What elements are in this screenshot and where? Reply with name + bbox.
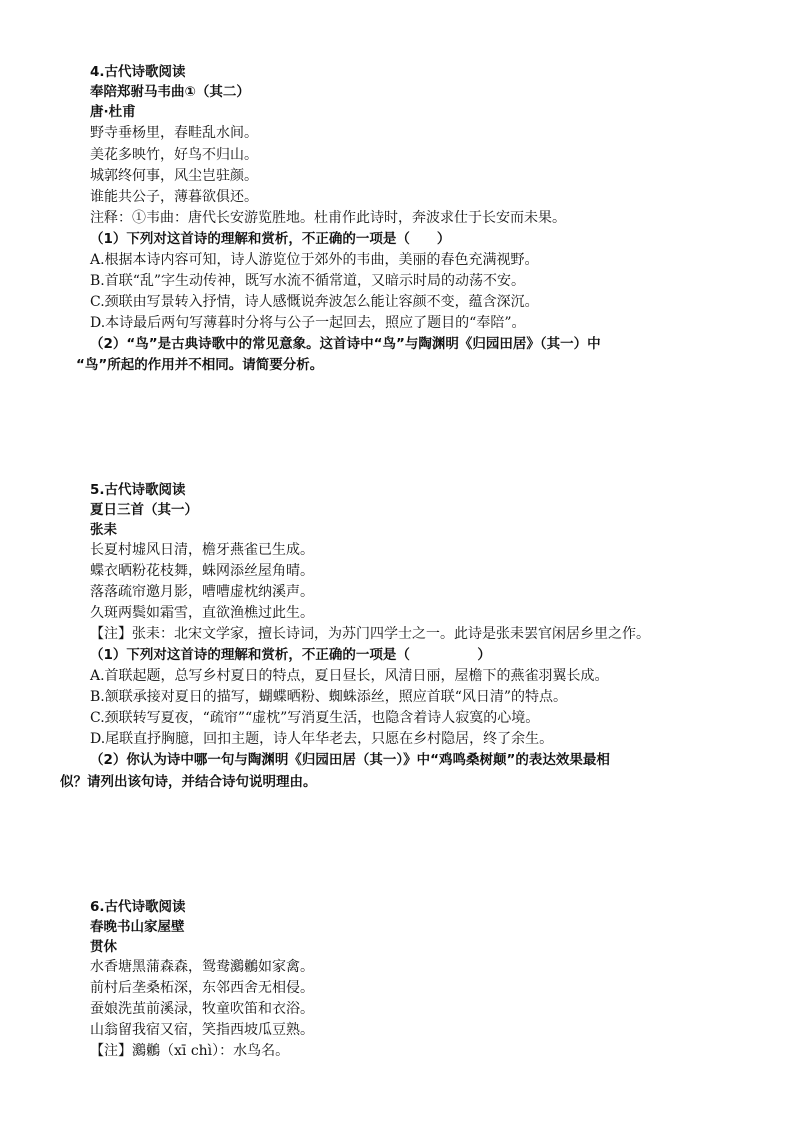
q5-option-d: D.尾联直抒胸臆，回扣主题，诗人年华老去，只愿在乡村隐居，终了余生。 — [90, 731, 554, 747]
q6-poem-line: 前村后垄桑柘深，东邻西舍无相侵。 — [90, 980, 314, 996]
q5-option-b: B.颔联承接对夏日的描写，蝴蝶晒粉、蜘蛛添丝，照应首联“风日清”的特点。 — [90, 689, 568, 705]
q4-note: 注释：①韦曲：唐代长安游览胜地。杜甫作此诗时，奔波求仕于长安而未果。 — [90, 210, 566, 226]
q6-poem-title: 春晚书山家屋壁 — [90, 919, 185, 935]
q5-subquestion-2-cont: 似？请列出该句诗，并结合诗句说明理由。 — [60, 774, 317, 790]
q6-poem-line: 蚕娘洗茧前溪渌，牧童吹笛和衣浴。 — [90, 1001, 314, 1017]
q4-subquestion-1: （1）下列对这首诗的理解和赏析，不正确的一项是（ ） — [90, 231, 451, 247]
q4-author: 唐·杜甫 — [90, 104, 136, 120]
q5-subquestion-1: （1）下列对这首诗的理解和赏析，不正确的一项是（ ） — [90, 647, 491, 663]
q6-author: 贯休 — [90, 939, 117, 955]
q4-option-d: D.本诗最后两句写薄暮时分将与公子一起回去，照应了题目的“奉陪”。 — [90, 315, 526, 331]
q4-subquestion-2-cont: “鸟”所起的作用并不相同。请简要分析。 — [76, 357, 324, 373]
q6-poem-line: 山翁留我宿又宿，笑指西坡瓜豆熟。 — [90, 1022, 314, 1038]
q5-poem-line: 落落疏帘邀月影，嘈嘈虚枕纳溪声。 — [90, 584, 314, 600]
q4-poem-line: 谁能共公子，薄暮欲俱还。 — [90, 189, 258, 205]
q6-poem-line: 水香塘黑蒲森森，鸳鸯鸂鶒如家禽。 — [90, 959, 314, 975]
q4-poem-title: 奉陪郑驸马韦曲①（其二） — [90, 84, 250, 100]
q5-author: 张耒 — [90, 522, 117, 538]
q6-note: 【注】鸂鶒（xī chì）：水鸟名。 — [90, 1043, 290, 1059]
q4-subquestion-2: （2）“鸟”是古典诗歌中的常见意象。这首诗中“鸟”与陶渊明《归园田居》（其一）中 — [90, 336, 601, 352]
q4-option-b: B.首联“乱”字生动传神，既写水流不循常道，又暗示时局的动荡不安。 — [90, 273, 526, 289]
q4-poem-line: 美花多映竹，好鸟不归山。 — [90, 147, 258, 163]
q6-heading: 6.古代诗歌阅读 — [90, 899, 186, 915]
q4-heading: 4.古代诗歌阅读 — [90, 64, 186, 80]
q4-poem-line: 野寺垂杨里，春畦乱水间。 — [90, 125, 258, 141]
q4-poem-line: 城郭终何事，风尘岂驻颜。 — [90, 168, 258, 184]
q5-poem-line: 长夏村墟风日清，檐牙燕雀已生成。 — [90, 542, 314, 558]
q5-subquestion-2: （2）你认为诗中哪一句与陶渊明《归园田居（其一）》中“鸡鸣桑树颠”的表达效果最相 — [90, 752, 610, 768]
q5-poem-title: 夏日三首（其一） — [90, 502, 198, 518]
q5-poem-line: 蝶衣晒粉花枝舞，蛛网添丝屋角晴。 — [90, 563, 314, 579]
q5-option-c: C.颈联转写夏夜，“疏帘”“虚枕”写消夏生活，也隐含着诗人寂寞的心境。 — [90, 710, 540, 726]
q5-note: 【注】张耒：北宋文学家，擅长诗词，为苏门四学士之一。此诗是张耒罢官闲居乡里之作。 — [90, 626, 650, 642]
q5-heading: 5.古代诗歌阅读 — [90, 482, 186, 498]
q4-option-c: C.颈联由写景转入抒情，诗人感慨说奔波怎么能让容颜不变，蕴含深沉。 — [90, 294, 539, 310]
q5-poem-line: 久斑两鬓如霜雪，直欲渔樵过此生。 — [90, 605, 314, 621]
q4-option-a: A.根据本诗内容可知，诗人游览位于郊外的韦曲，美丽的春色充满视野。 — [90, 252, 539, 268]
q5-option-a: A.首联起题，总写乡村夏日的特点，夏日昼长，风清日丽，屋檐下的燕雀羽翼长成。 — [90, 668, 609, 684]
